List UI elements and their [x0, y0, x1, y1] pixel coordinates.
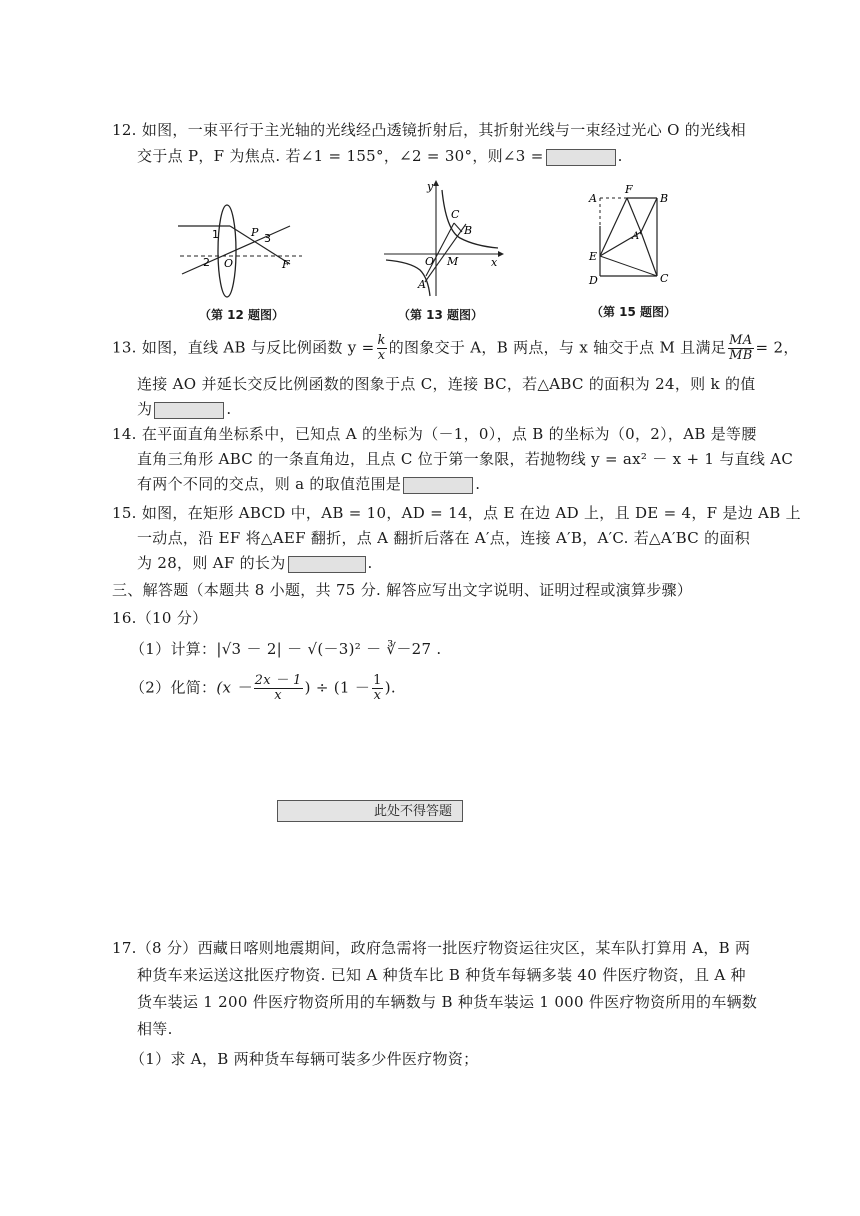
q13-end: . — [226, 400, 232, 418]
fig15-label-E: E — [589, 250, 598, 263]
q17-line3: 货车装运 1 200 件医疗物资所用的车辆数与 B 种货车装运 1 000 件医疗物资所用的车辆数 — [137, 993, 758, 1011]
q17-part1: （1）求 A，B 两种货车每辆可装多少件医疗物资； — [130, 1050, 479, 1068]
q14-line3 — [137, 474, 480, 494]
figure-15-rectangle-fold — [585, 180, 675, 290]
q15-line3-text: 为 28，则 AF 的长为 — [137, 554, 286, 572]
figure-12-lens-diagram — [170, 200, 310, 300]
refracted-ray — [230, 226, 290, 264]
q17-line1: 17.（8 分）西藏日喀则地震期间，政府急需将一批医疗物资运往灾区，某车队打算用 A，B 两 — [112, 939, 751, 957]
fig15-label-A: A — [589, 192, 597, 205]
fraction-2x-1-numerator: 2x － 1 — [254, 673, 302, 688]
fig12-label-3: 3 — [264, 232, 271, 245]
figure-13-caption: （第 13 题图） — [398, 308, 484, 322]
q16-heading: 16.（10 分） — [112, 609, 208, 627]
q14-line3-text: 有两个不同的交点，则 a 的取值范围是 — [137, 475, 402, 493]
fraction-k-numerator: k — [377, 333, 386, 348]
fig15-label-A-prime: A' — [632, 231, 642, 242]
q16-part2-expr-a: (x － — [216, 678, 252, 697]
segment-A'C — [641, 232, 657, 276]
fig13-label-y: y — [427, 180, 434, 193]
answer-blank-q12 — [546, 149, 616, 166]
x-axis-arrow — [498, 251, 504, 257]
fig13-label-C: C — [451, 208, 460, 221]
q15-end: . — [367, 554, 373, 572]
fraction-ma-numerator: MA — [729, 333, 753, 348]
line-AB — [425, 224, 466, 282]
q16-part1: （1）计算：|√3 － 2| － √(－3)² － ∛－27 . — [130, 640, 442, 658]
q17-line2: 种货车来运送这批医疗物资. 已知 A 种货车比 B 种货车每辆多装 40 件医疗物资，且 A 种 — [137, 966, 746, 984]
fig15-label-D: D — [589, 274, 598, 287]
q15-line1: 15. 如图，在矩形 ABCD 中，AB = 10，AD = 14，点 E 在边 AD 上，且 DE = 4，F 是边 AB 上 — [112, 504, 801, 522]
q13-line1 — [112, 334, 799, 363]
fraction-x-denominator-2: x — [373, 688, 382, 703]
fraction-k-denominator: x — [377, 348, 386, 363]
q14-end: . — [475, 475, 481, 493]
fig13-label-M: M — [447, 255, 459, 268]
fraction-ma-over-mb — [728, 334, 753, 363]
y-axis-arrow — [433, 180, 439, 186]
q16-part2-expr-c: ). — [384, 678, 396, 697]
answer-blank-q13 — [154, 402, 224, 419]
fraction-1-numerator: 1 — [373, 673, 382, 688]
section-3-heading: 三、解答题（本题共 8 小题，共 75 分. 解答应写出文字说明、证明过程或演算步骤） — [112, 581, 693, 599]
q13-part3: = 2， — [755, 338, 799, 357]
answer-blank-q14 — [403, 477, 473, 494]
q16-part2 — [130, 674, 396, 703]
fraction-x-denominator: x — [274, 688, 282, 703]
fig15-label-C: C — [660, 272, 669, 285]
line-AC — [426, 223, 454, 276]
answer-blank-q15 — [288, 556, 366, 573]
fig13-label-A: A — [418, 278, 426, 291]
q13-part1: 13. 如图，直线 AB 与反比例函数 y = — [112, 338, 375, 357]
q12-line2-text: 交于点 P，F 为焦点. 若∠1 = 155°，∠2 = 30°，则∠3 = — [137, 147, 544, 165]
segment-FA' — [627, 198, 641, 232]
figure-15-caption: （第 15 题图） — [591, 305, 677, 319]
q12-line2 — [137, 146, 623, 166]
fig12-label-2: 2 — [203, 256, 210, 269]
q12-end: . — [617, 147, 623, 165]
q14-line1: 14. 在平面直角坐标系中，已知点 A 的坐标为（－1，0），点 B 的坐标为（0，2），AB 是等腰 — [112, 425, 757, 443]
q13-line2: 连接 AO 并延长交反比例函数的图象于点 C，连接 BC，若△ABC 的面积为 24，则 k 的值 — [137, 375, 756, 393]
fold-line-EF — [600, 198, 627, 256]
q16-part2-expr-b: ) ÷ (1 － — [304, 678, 371, 697]
fig15-label-B: B — [660, 192, 669, 205]
fig12-label-O: O — [224, 257, 234, 270]
fig12-label-1: 1 — [212, 228, 219, 241]
no-answer-zone-label: 此处不得答题 — [277, 800, 463, 822]
fraction-mb-denominator: MB — [729, 348, 753, 363]
q15-line3 — [137, 553, 373, 573]
figure-12-caption: （第 12 题图） — [199, 308, 285, 322]
fig12-label-F: F — [282, 258, 290, 271]
figure-13-hyperbola-graph — [380, 178, 505, 298]
q17-line4: 相等. — [137, 1020, 173, 1038]
q14-line2: 直角三角形 ABC 的一条直角边，且点 C 位于第一象限，若抛物线 y = ax² － x + 1 与直线 AC — [137, 450, 794, 468]
fraction-k-over-x — [377, 334, 387, 363]
q12-line1: 12. 如图，一束平行于主光轴的光线经凸透镜折射后，其折射光线与一束经过光心 O 的光线相 — [112, 121, 746, 139]
segment-A'B — [641, 198, 657, 232]
q15-line2: 一动点，沿 EF 将△AEF 翻折，点 A 翻折后落在 A′点，连接 A′B，A′C. 若△A′BC 的面积 — [137, 529, 751, 547]
line-BC — [454, 223, 462, 232]
fig13-label-B: B — [464, 224, 473, 237]
fig12-label-P: P — [251, 226, 259, 239]
q13-line3-text: 为 — [137, 400, 153, 418]
fraction-1-over-x — [372, 674, 383, 703]
fig13-label-x: x — [491, 256, 498, 269]
q13-part2: 的图象交于 A，B 两点，与 x 轴交于点 M 且满足 — [388, 338, 727, 357]
fig15-label-F: F — [625, 183, 633, 196]
q16-part2-label: （2）化简： — [130, 678, 217, 697]
q13-line3 — [137, 399, 231, 419]
fig13-label-O: O — [425, 255, 435, 268]
fraction-2x-minus-1-over-x — [254, 674, 303, 703]
segment-EC — [600, 256, 657, 276]
